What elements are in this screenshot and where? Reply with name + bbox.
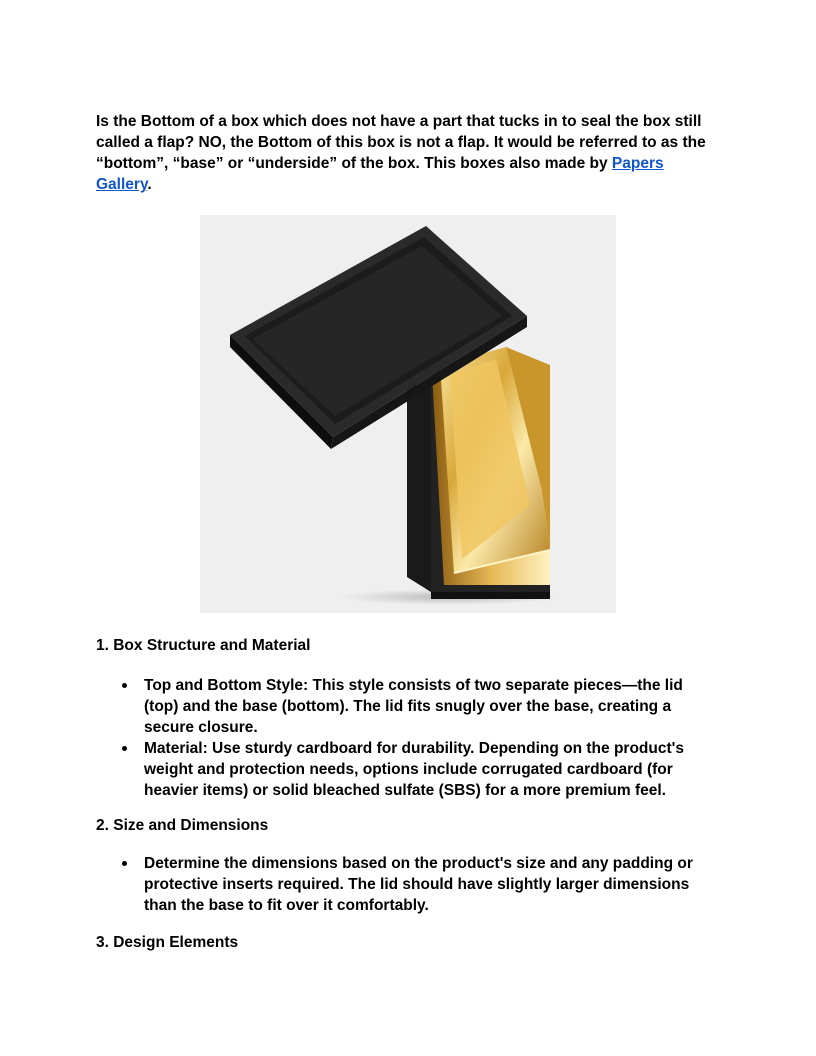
section-1-bullets xyxy=(96,675,720,801)
box-photo xyxy=(200,215,616,613)
section-2-bullets xyxy=(96,853,720,916)
section-3-heading: 3. Design Elements xyxy=(96,934,239,951)
list-item: Material: Use sturdy cardboard for durability. Depending on the product's weight and protection needs, options include corrugated cardboard (for heavier items) or solid bleached sulfate (SBS) for a more premium feel. xyxy=(96,738,720,801)
list-item: Top and Bottom Style: This style consists of two separate pieces—the lid (top) and the base (bottom). The lid fits snugly over the base, creating a secure closure. xyxy=(96,675,720,738)
intro-period: . xyxy=(147,176,152,193)
list-item: Determine the dimensions based on the product's size and any padding or protective inserts required. The lid should have slightly larger dimensions than the base to fit over it comfortably. xyxy=(96,853,720,916)
papers-gallery-link[interactable]: Papers Gallery xyxy=(96,155,664,193)
intro-paragraph xyxy=(96,111,720,195)
section-2-heading: 2. Size and Dimensions xyxy=(96,817,269,834)
intro-text: Is the Bottom of a box which does not have a part that tucks in to seal the box still called a flap? NO, the Bottom of this box is not a flap. It would be referred to as the “bottom”, “base” or “underside” of the box. This boxes also made by xyxy=(96,113,706,172)
section-1-heading: 1. Box Structure and Material xyxy=(96,637,311,654)
